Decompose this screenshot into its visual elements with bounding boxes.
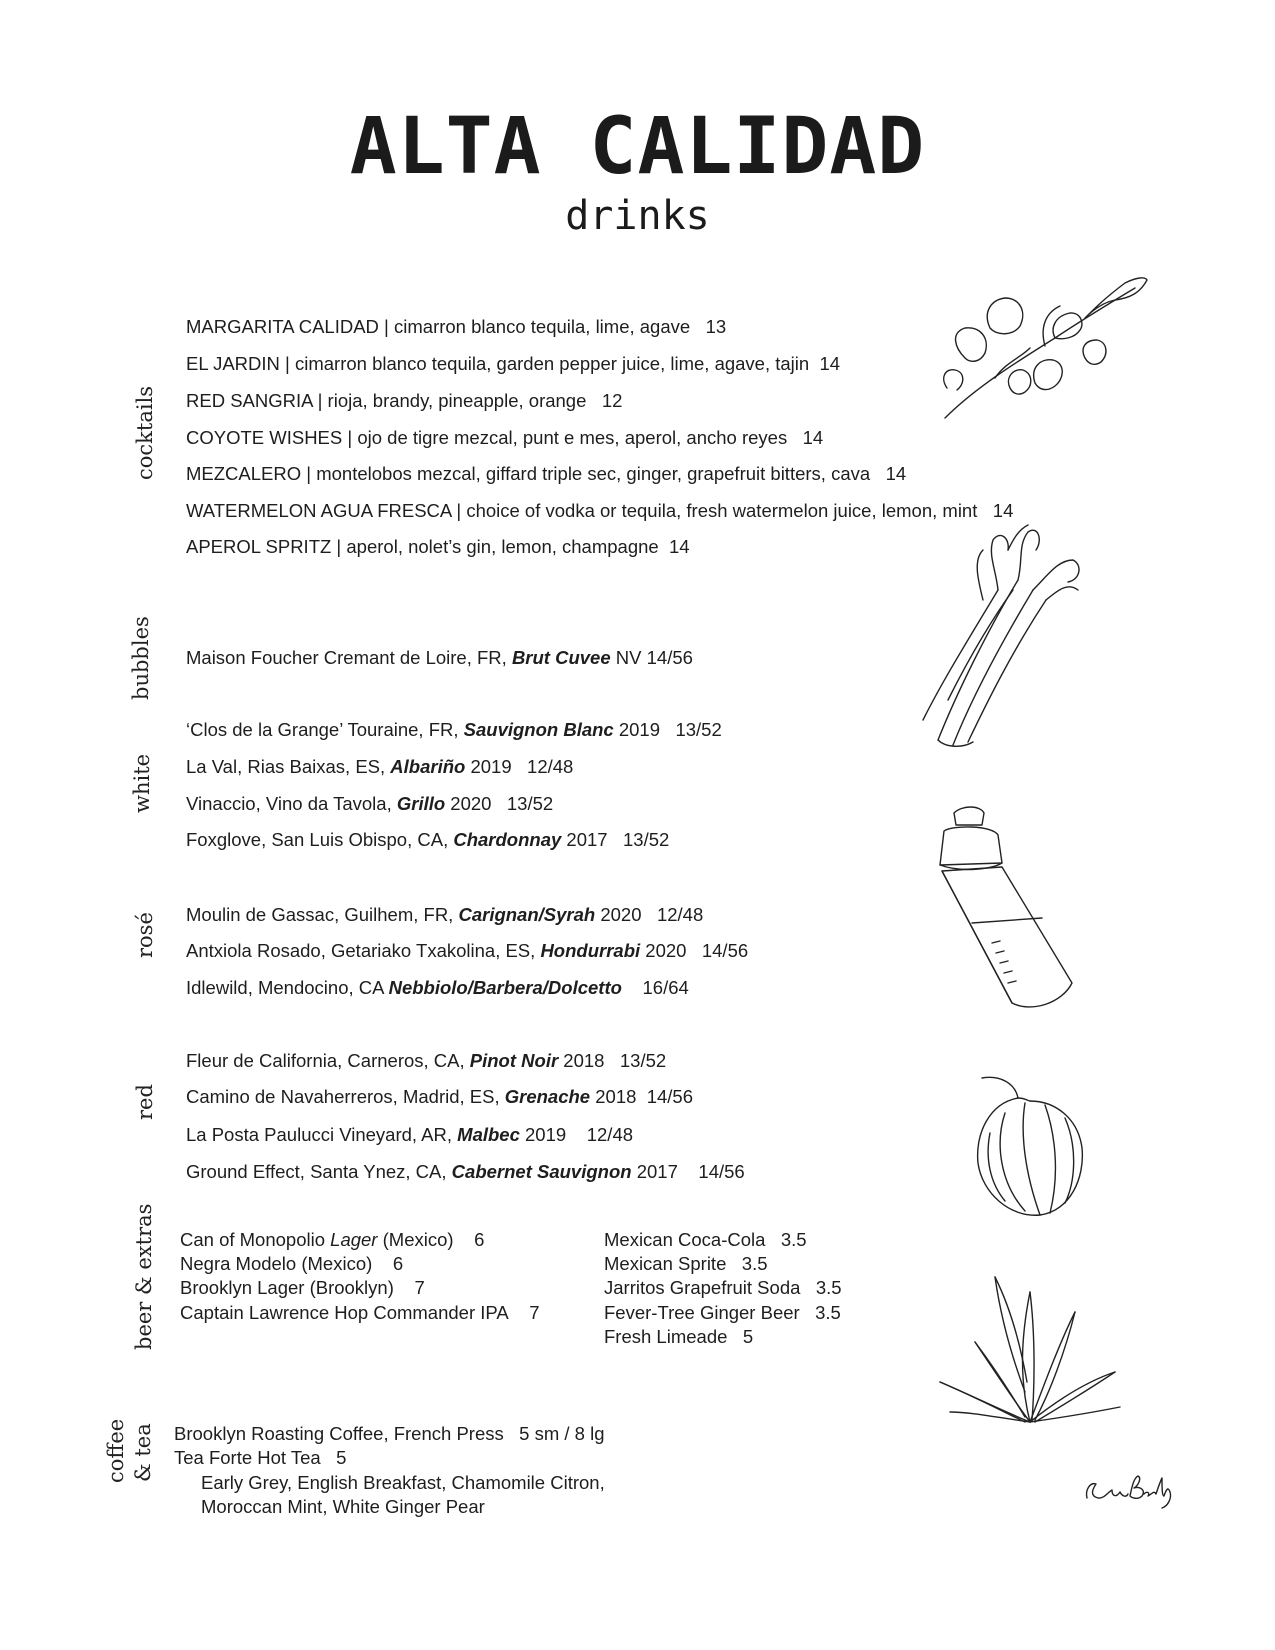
wine-item: ‘Clos de la Grange’ Touraine, FR, Sauvignon Blanc 2019 13/52: [186, 719, 722, 740]
soda-item: Jarritos Grapefruit Soda 3.5: [604, 1277, 842, 1298]
price: 16/64: [642, 977, 689, 998]
wine-item: La Posta Paulucci Vineyard, AR, Malbec 2019 12/48: [186, 1124, 634, 1145]
tea-flavors: Moroccan Mint, White Ginger Pear: [201, 1496, 485, 1517]
price: 12/48: [656, 904, 704, 925]
price: 5 sm / 8 lg: [519, 1423, 605, 1444]
wine-item: Camino de Navaherreros, Madrid, ES, Grenache 2018 14/56: [186, 1086, 693, 1107]
wine-item: Idlewild, Mendocino, CA Nebbiolo/Barbera/Dolcetto 16/64: [186, 977, 689, 998]
wine-item: Vinaccio, Vino da Tavola, Grillo 2020 13/52: [186, 793, 554, 814]
beer-item: Captain Lawrence Hop Commander IPA 7: [180, 1302, 540, 1323]
soda-item: Mexican Sprite 3.5: [604, 1253, 768, 1274]
price: 14/56: [701, 940, 749, 961]
price: 12/48: [527, 756, 574, 777]
soda-item: Fever-Tree Ginger Beer 3.5: [604, 1302, 841, 1323]
beer-item: Can of Monopolio Lager (Mexico) 6: [180, 1229, 485, 1250]
price: 5: [336, 1447, 347, 1468]
price: 13/52: [506, 793, 554, 814]
price: 5: [742, 1326, 754, 1347]
cocktail-shaker-icon: [932, 803, 1082, 1011]
section-label-rose: rosé: [133, 912, 157, 958]
price: 13/52: [623, 829, 670, 850]
beer-item: Negra Modelo (Mexico) 6: [180, 1253, 404, 1274]
cocktail-item: WATERMELON AGUA FRESCA | choice of vodka or tequila, fresh watermelon juice, lemon, mint 14: [186, 500, 1014, 521]
cocktail-item: MARGARITA CALIDAD | cimarron blanco tequila, lime, agave 13: [186, 316, 727, 337]
price: 3.5: [815, 1277, 842, 1298]
celery-icon: [918, 520, 1088, 750]
agave-plant-icon: [935, 1272, 1125, 1432]
physalis-branch-icon: [935, 268, 1150, 418]
price: 14: [802, 427, 824, 448]
soda-item: Mexican Coca-Cola 3.5: [604, 1229, 807, 1250]
wine-item: Ground Effect, Santa Ynez, CA, Cabernet Sauvignon 2017 14/56: [186, 1161, 745, 1182]
price: 3.5: [780, 1229, 807, 1250]
price: 3.5: [815, 1302, 841, 1323]
price: 13/52: [675, 719, 722, 740]
price: 6: [392, 1253, 404, 1274]
section-label-white: white: [130, 753, 154, 813]
price: 14/56: [646, 1086, 693, 1107]
page-title: ALTA CALIDAD: [349, 102, 926, 192]
price: 13/52: [619, 1050, 667, 1071]
section-label-beer-extras: beer & extras: [132, 1203, 156, 1350]
page-subtitle: drinks: [565, 193, 710, 239]
wine-item: La Val, Rias Baixas, ES, Albariño 2019 12/48: [186, 756, 574, 777]
price: 14/56: [646, 647, 693, 668]
price: 13: [705, 316, 727, 337]
wine-item: Fleur de California, Carneros, CA, Pinot Noir 2018 13/52: [186, 1050, 667, 1071]
price: 14: [668, 536, 690, 557]
wine-item: Moulin de Gassac, Guilhem, FR, Carignan/Syrah 2020 12/48: [186, 904, 704, 925]
cocktail-item: RED SANGRIA | rioja, brandy, pineapple, orange 12: [186, 390, 623, 411]
tea-flavors: Early Grey, English Breakfast, Chamomile Citron,: [201, 1472, 605, 1493]
physalis-husk-icon: [970, 1073, 1088, 1221]
price: 12/48: [586, 1124, 634, 1145]
price: 14: [819, 353, 841, 374]
price: 6: [474, 1229, 485, 1250]
section-label-cocktails: cocktails: [133, 385, 157, 480]
section-label-coffee: coffee: [104, 1418, 128, 1483]
price: 14/56: [698, 1161, 745, 1182]
soda-item: Fresh Limeade 5: [604, 1326, 754, 1347]
cocktail-item: COYOTE WISHES | ojo de tigre mezcal, punt e mes, aperol, ancho reyes 14: [186, 427, 824, 448]
beer-item: Brooklyn Lager (Brooklyn) 7: [180, 1277, 425, 1298]
section-label-red: red: [133, 1084, 157, 1120]
tea-item: Tea Forte Hot Tea 5: [174, 1447, 347, 1468]
section-label-tea: & tea: [131, 1423, 155, 1482]
price: 14: [992, 500, 1014, 521]
cocktail-item: EL JARDIN | cimarron blanco tequila, garden pepper juice, lime, agave, tajin 14: [186, 353, 841, 374]
section-label-bubbles: bubbles: [129, 616, 153, 700]
price: 14: [885, 463, 907, 484]
wine-item: Maison Foucher Cremant de Loire, FR, Brut Cuvee NV 14/56: [186, 647, 693, 668]
coffee-item: Brooklyn Roasting Coffee, French Press 5 sm / 8 lg: [174, 1423, 605, 1444]
wine-item: Foxglove, San Luis Obispo, CA, Chardonnay 2017 13/52: [186, 829, 670, 850]
artist-signature: [1082, 1468, 1177, 1510]
cocktail-item: APEROL SPRITZ | aperol, nolet’s gin, lemon, champagne 14: [186, 536, 690, 557]
price: 7: [529, 1302, 540, 1323]
price: 12: [601, 390, 623, 411]
wine-item: Antxiola Rosado, Getariako Txakolina, ES, Hondurrabi 2020 14/56: [186, 940, 749, 961]
price: 3.5: [741, 1253, 768, 1274]
price: 7: [414, 1277, 425, 1298]
cocktail-item: MEZCALERO | montelobos mezcal, giffard triple sec, ginger, grapefruit bitters, cava 14: [186, 463, 907, 484]
